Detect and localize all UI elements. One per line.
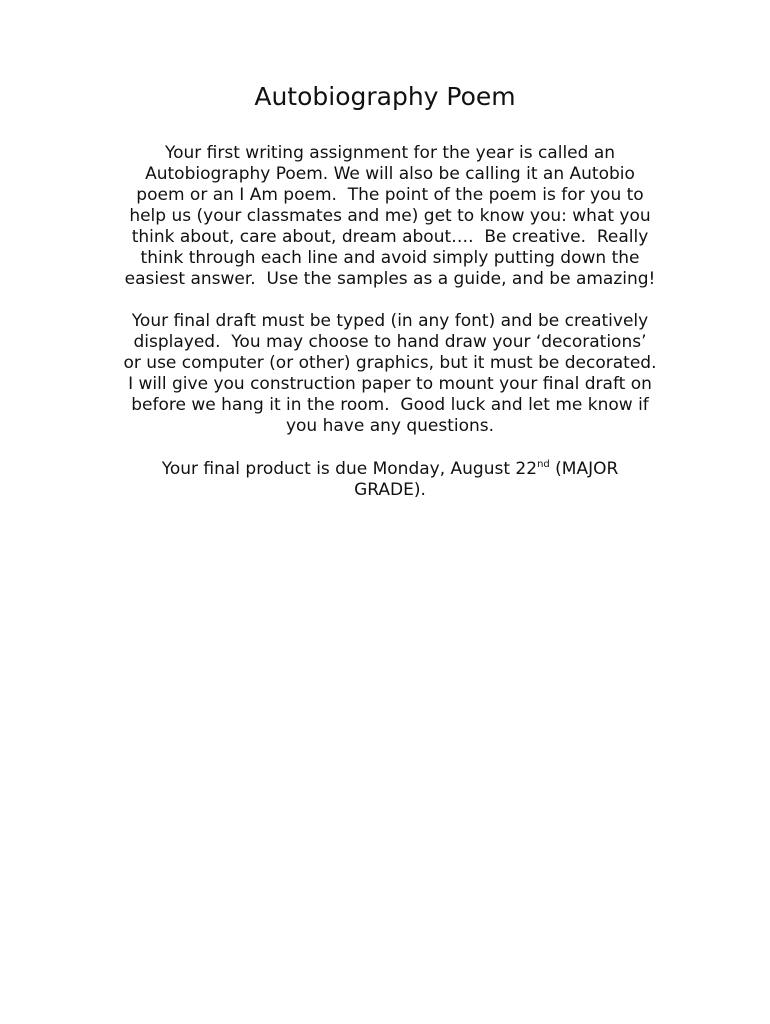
grade-note-end: GRADE). [354,480,426,500]
paragraph-line: I will give you construction paper to mount your final draft on [128,374,652,394]
requirements-paragraph [100,311,680,437]
due-date-text: Your final product is due Monday, August 22 [161,459,538,479]
intro-paragraph [100,143,680,290]
ordinal-suffix: nd [537,459,550,470]
document-title: Autobiography Poem [254,82,516,111]
paragraph-line: poem or an I Am poem. The point of the poem is for you to [136,185,644,205]
paragraph-line: easiest answer. Use the samples as a guide, and be amazing! [124,269,656,289]
paragraph-line: Your first writing assignment for the year is called an [164,143,616,163]
paragraph-line: or use computer (or other) graphics, but it must be decorated. [123,353,657,373]
paragraph-line: help us (your classmates and me) get to know you: what you [129,206,651,226]
paragraph-line: you have any questions. [285,416,495,436]
due-date-paragraph [100,459,680,501]
paragraph-line: before we hang it in the room. Good luck and let me know if [131,395,649,415]
due-date-line [100,459,680,480]
grade-note-start: (MAJOR [549,459,619,479]
paragraph-line: Autobiography Poem. We will also be calling it an Autobio [145,164,635,184]
paragraph-line: think through each line and avoid simply putting down the [140,248,640,268]
paragraph-line: think about, care about, dream about…. Be creative. Really [131,227,649,247]
paragraph-line: displayed. You may choose to hand draw your ‘decorations’ [133,332,647,352]
paragraph-line: Your final draft must be typed (in any font) and be creatively [131,311,649,331]
